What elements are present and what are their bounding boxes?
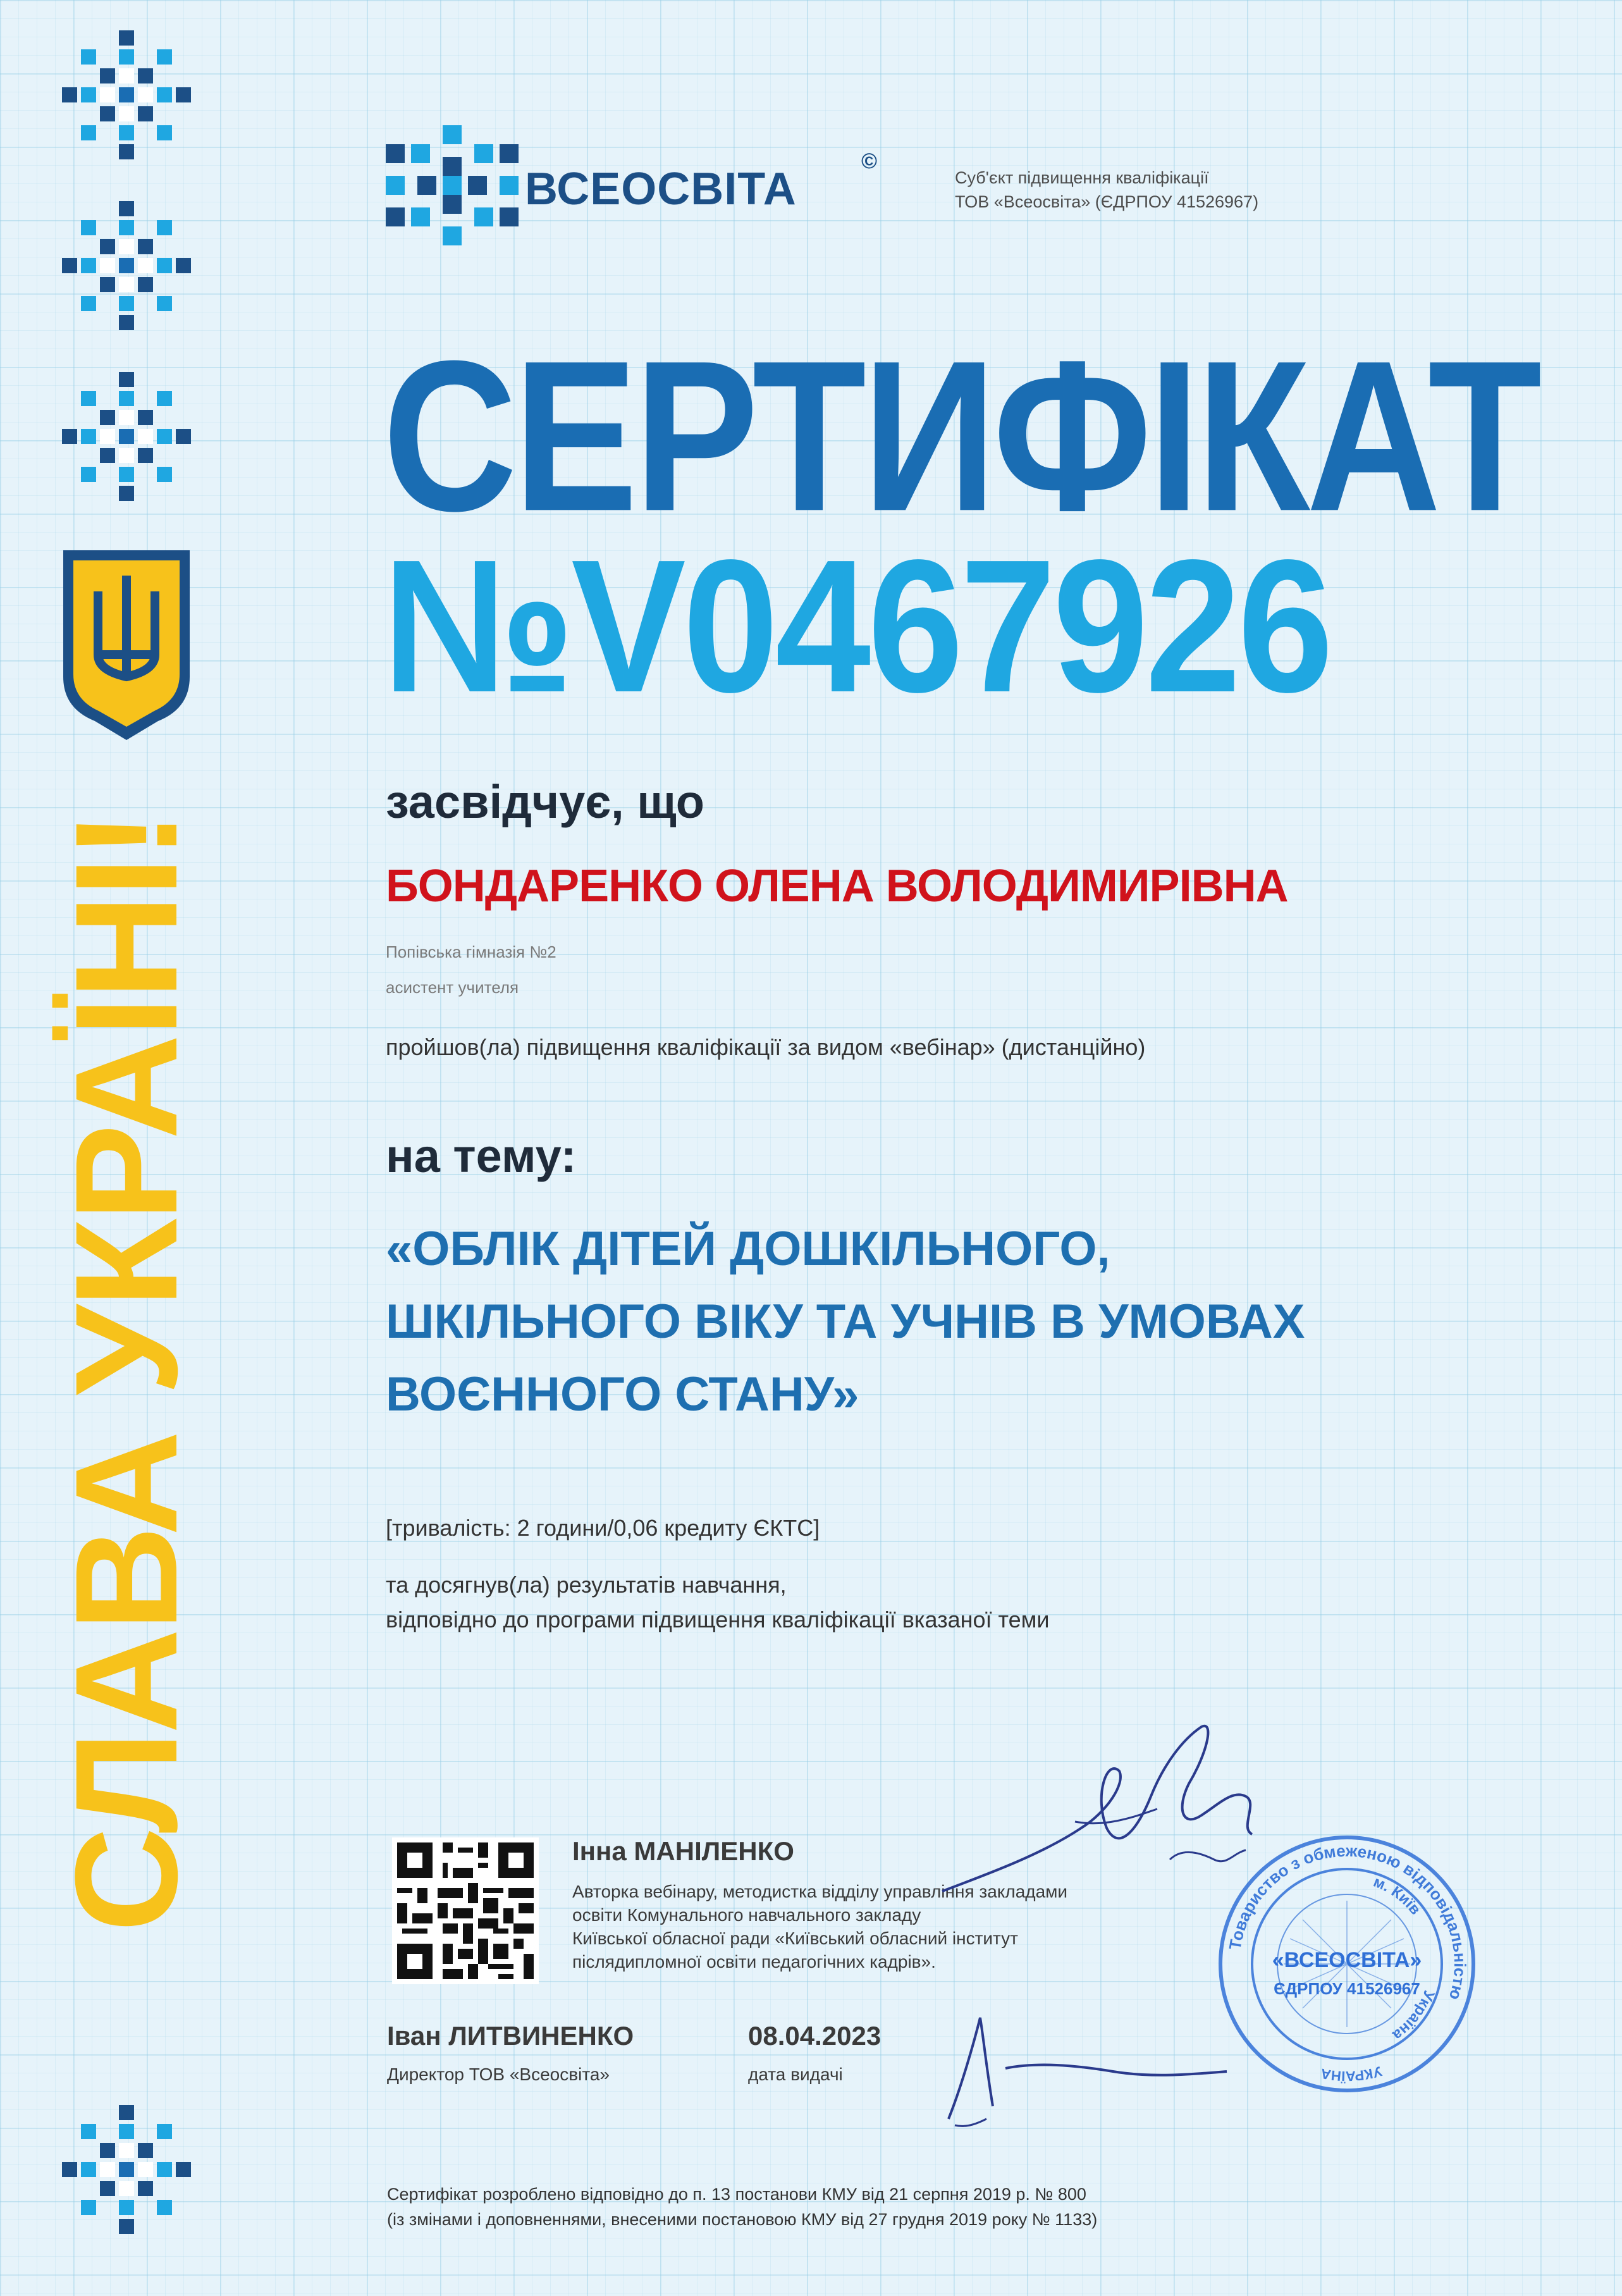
copyright-mark: © <box>861 149 878 173</box>
certificate-number: №V0467926 <box>383 520 1330 732</box>
author-desc-3: Київської обласної ради «Київський обласний інститут <box>572 1929 1018 1948</box>
issue-date-label: дата видачі <box>748 2065 843 2084</box>
results-line1: та досягнув(ла) результатів навчання, <box>386 1572 787 1598</box>
svg-text:м. Київ: м. Київ <box>1371 1873 1424 1918</box>
certificate-title: СЕРТИФІКАТ <box>383 316 1539 556</box>
svg-text:ЄДРПОУ 41526967: ЄДРПОУ 41526967 <box>1274 1979 1420 1998</box>
recipient-school: Попівська гімназія №2 <box>386 942 556 961</box>
svg-text:УКРАЇНА: УКРАЇНА <box>1319 2063 1384 2085</box>
author-desc-4: післядипломної освіти педагогічних кадрів». <box>572 1952 936 1972</box>
footer-line2: (із змінами і доповненнями, внесеними постановою КМУ від 27 грудня 2019 року № 1133) <box>387 2210 1098 2229</box>
stamp-icon <box>1214 1831 1480 2097</box>
svg-text:Україна: Україна <box>1389 1988 1438 2044</box>
author-name: Інна МАНІЛЕНКО <box>572 1836 794 1866</box>
trident-emblem-icon <box>63 550 190 740</box>
topic-line-2: ШКІЛЬНОГО ВІКУ ТА УЧНІВ В УМОВАХ <box>386 1295 1305 1349</box>
svg-text:Товариство з обмеженою відпові: Товариство з обмеженою відповідальністю <box>1225 1841 1470 2003</box>
qr-code-icon[interactable] <box>392 1837 539 1984</box>
duration-text: [тривалість: 2 години/0,06 кредиту ЄКТС] <box>386 1515 820 1541</box>
svg-text:«ВСЕОСВІТА»: «ВСЕОСВІТА» <box>1272 1948 1422 1972</box>
footer-line1: Сертифікат розроблено відповідно до п. 13 постанови КМУ від 21 серпня 2019 р. № 800 <box>387 2185 1086 2204</box>
author-desc-1: Авторка вебінару, методистка відділу управління закладами <box>572 1882 1068 1901</box>
snowflake-logo-icon <box>386 125 519 245</box>
director-title: Директор ТОВ «Всеосвіта» <box>387 2065 610 2084</box>
topic-line-1: «ОБЛІК ДІТЕЙ ДОШКІЛЬНОГО, <box>386 1222 1110 1276</box>
topic-heading: на тему: <box>386 1130 577 1182</box>
recipient-position: асистент учителя <box>386 978 519 997</box>
completed-text: пройшов(ла) підвищення кваліфікації за видом «вебінар» (дистанційно) <box>386 1034 1146 1060</box>
recipient-name: БОНДАРЕНКО ОЛЕНА ВОЛОДИМИРІВНА <box>386 861 1288 911</box>
subject-line2: ТОВ «Всеосвіта» (ЄДРПОУ 41526967) <box>955 192 1259 211</box>
issue-date: 08.04.2023 <box>748 2021 882 2051</box>
director-name: Іван ЛИТВИНЕНКО <box>387 2021 634 2051</box>
topic-line-3: ВОЄННОГО СТАНУ» <box>386 1367 859 1421</box>
certifies-text: засвідчує, що <box>386 775 704 828</box>
results-line2: відповідно до програми підвищення кваліфікації вказаної теми <box>386 1607 1050 1633</box>
author-desc-2: освіти Комунального навчального закладу <box>572 1905 921 1925</box>
subject-line1: Суб'єкт підвищення кваліфікації <box>955 168 1209 187</box>
brand-name: ВСЕОСВІТА <box>525 164 797 214</box>
slogan-vertical: СЛАВА УКРАЇНІ! <box>45 813 207 1932</box>
